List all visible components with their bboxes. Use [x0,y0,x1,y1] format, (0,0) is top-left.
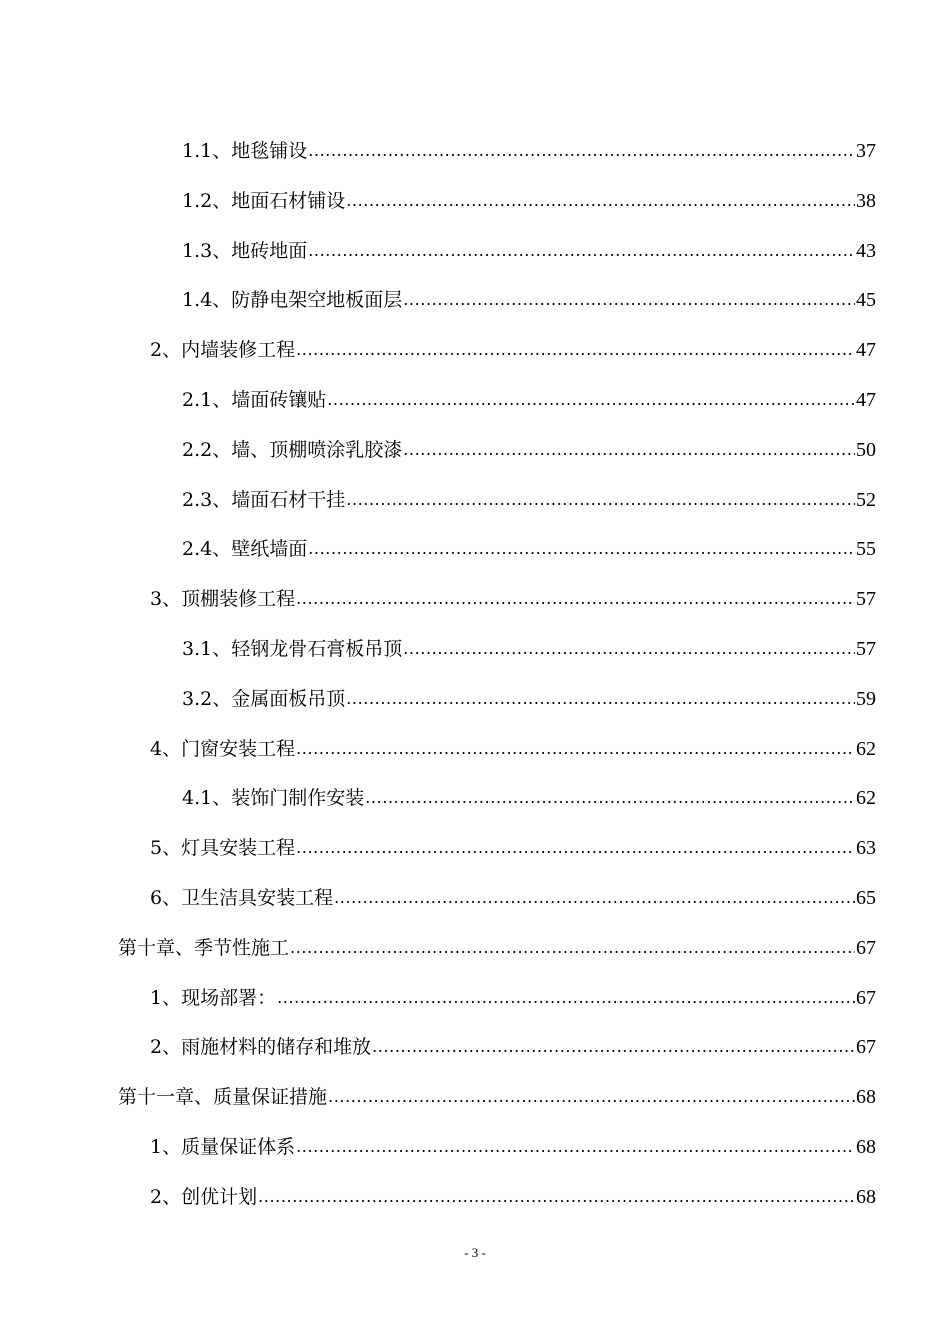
toc-entry[interactable] [150,973,876,1023]
toc-entry-label: 4.1、装饰门制作安装 [182,787,365,810]
toc-entry-label: 2.3、墙面石材干挂 [182,488,346,511]
toc-entry-page-number: 67 [856,936,876,959]
toc-entry-label: 2.2、墙、顶棚喷涂乳胶漆 [182,438,403,461]
toc-entry-page-number: 38 [856,189,876,212]
toc-entry-label: 2、雨施材料的储存和堆放 [150,1036,372,1059]
toc-dot-leader [346,475,855,525]
toc-entry-label: 2.1、墙面砖镶贴 [182,389,327,411]
toc-entry[interactable] [182,773,876,823]
toc-entry[interactable] [182,425,876,475]
toc-entry-page-number: 43 [856,239,876,262]
toc-entry[interactable] [182,624,876,674]
toc-entry[interactable] [182,226,876,276]
toc-entry-page-number: 57 [856,588,876,611]
toc-entry[interactable] [118,923,876,973]
toc-entry-page-number: 47 [856,389,876,411]
toc-entry-page-number: 37 [856,140,876,162]
toc-entry[interactable] [150,873,876,923]
toc-dot-leader [277,973,855,1023]
toc-entry[interactable] [150,1022,876,1072]
toc-entry-page-number: 68 [856,1136,876,1158]
toc-dot-leader [296,724,855,774]
toc-dot-leader [308,524,855,574]
toc-entry-page-number: 67 [856,986,876,1009]
toc-entry[interactable] [150,724,876,774]
toc-entry-label: 3.2、金属面板吊顶 [182,687,346,710]
toc-entry-page-number: 50 [856,438,876,461]
toc-dot-leader [403,275,855,325]
toc-dot-leader [328,1072,855,1122]
toc-entry[interactable] [182,275,876,325]
toc-dot-leader [258,1172,855,1222]
toc-entry-label: 1、现场部署： [150,986,277,1009]
toc-entry-page-number: 47 [856,339,876,362]
toc-entry-page-number: 62 [856,787,876,810]
toc-entry[interactable] [182,375,876,425]
toc-entry-label: 2、内墙装修工程 [150,339,296,362]
toc-entry[interactable] [118,1072,876,1122]
toc-entry-label: 2、创优计划 [150,1185,258,1208]
toc-dot-leader [296,1122,855,1172]
toc-entry-page-number: 67 [856,1036,876,1059]
toc-entry-page-number: 62 [856,737,876,760]
toc-dot-leader [403,624,855,674]
toc-entry-label: 3.1、轻钢龙骨石膏板吊顶 [182,638,403,660]
toc-entry-label: 1.3、地砖地面 [182,239,308,262]
toc-entry[interactable] [150,325,876,375]
toc-entry[interactable] [182,524,876,574]
page-number-footer: - 3 - [464,1245,486,1260]
toc-dot-leader [308,126,855,176]
toc-dot-leader [296,325,855,375]
toc-entry-label: 6、卫生洁具安装工程 [150,887,334,909]
toc-dot-leader [327,375,855,425]
toc-entry[interactable] [150,823,876,873]
toc-dot-leader [290,923,855,973]
toc-dot-leader [308,226,855,276]
toc-entry-label: 4、门窗安装工程 [150,737,296,760]
toc-entry-label: 第十一章、质量保证措施 [118,1086,328,1109]
toc-entry-label: 5、灯具安装工程 [150,837,296,860]
toc-entry-page-number: 57 [856,638,876,660]
toc-entry-label: 3、顶棚装修工程 [150,588,296,611]
toc-dot-leader [372,1022,855,1072]
toc-dot-leader [346,176,855,226]
toc-entry-page-number: 45 [856,289,876,312]
toc-entry[interactable] [182,475,876,525]
toc-dot-leader [403,425,855,475]
toc-entry-page-number: 63 [856,837,876,860]
toc-dot-leader [346,674,855,724]
toc-entry-label: 1、质量保证体系 [150,1136,296,1158]
toc-entry-label: 2.4、壁纸墙面 [182,538,308,561]
toc-dot-leader [296,823,855,873]
toc-dot-leader [365,773,855,823]
toc-entry-label: 1.4、防静电架空地板面层 [182,289,403,312]
toc-entry-page-number: 68 [856,1185,876,1208]
toc-entry-page-number: 59 [856,687,876,710]
toc-entry-label: 1.2、地面石材铺设 [182,189,346,212]
toc-dot-leader [334,873,855,923]
toc-entry[interactable] [150,1122,876,1172]
toc-entry-page-number: 65 [856,887,876,909]
toc-entry-page-number: 55 [856,538,876,561]
toc-entry-label: 第十章、季节性施工 [118,936,290,959]
toc-entry[interactable] [150,1172,876,1222]
toc-entry[interactable] [182,674,876,724]
toc-entry[interactable] [182,126,876,176]
toc-entry[interactable] [182,176,876,226]
toc-entry-label: 1.1、地毯铺设 [182,140,308,162]
toc-entry-page-number: 68 [856,1086,876,1109]
toc-entry-page-number: 52 [856,488,876,511]
toc-entry[interactable] [150,574,876,624]
toc-dot-leader [296,574,855,624]
